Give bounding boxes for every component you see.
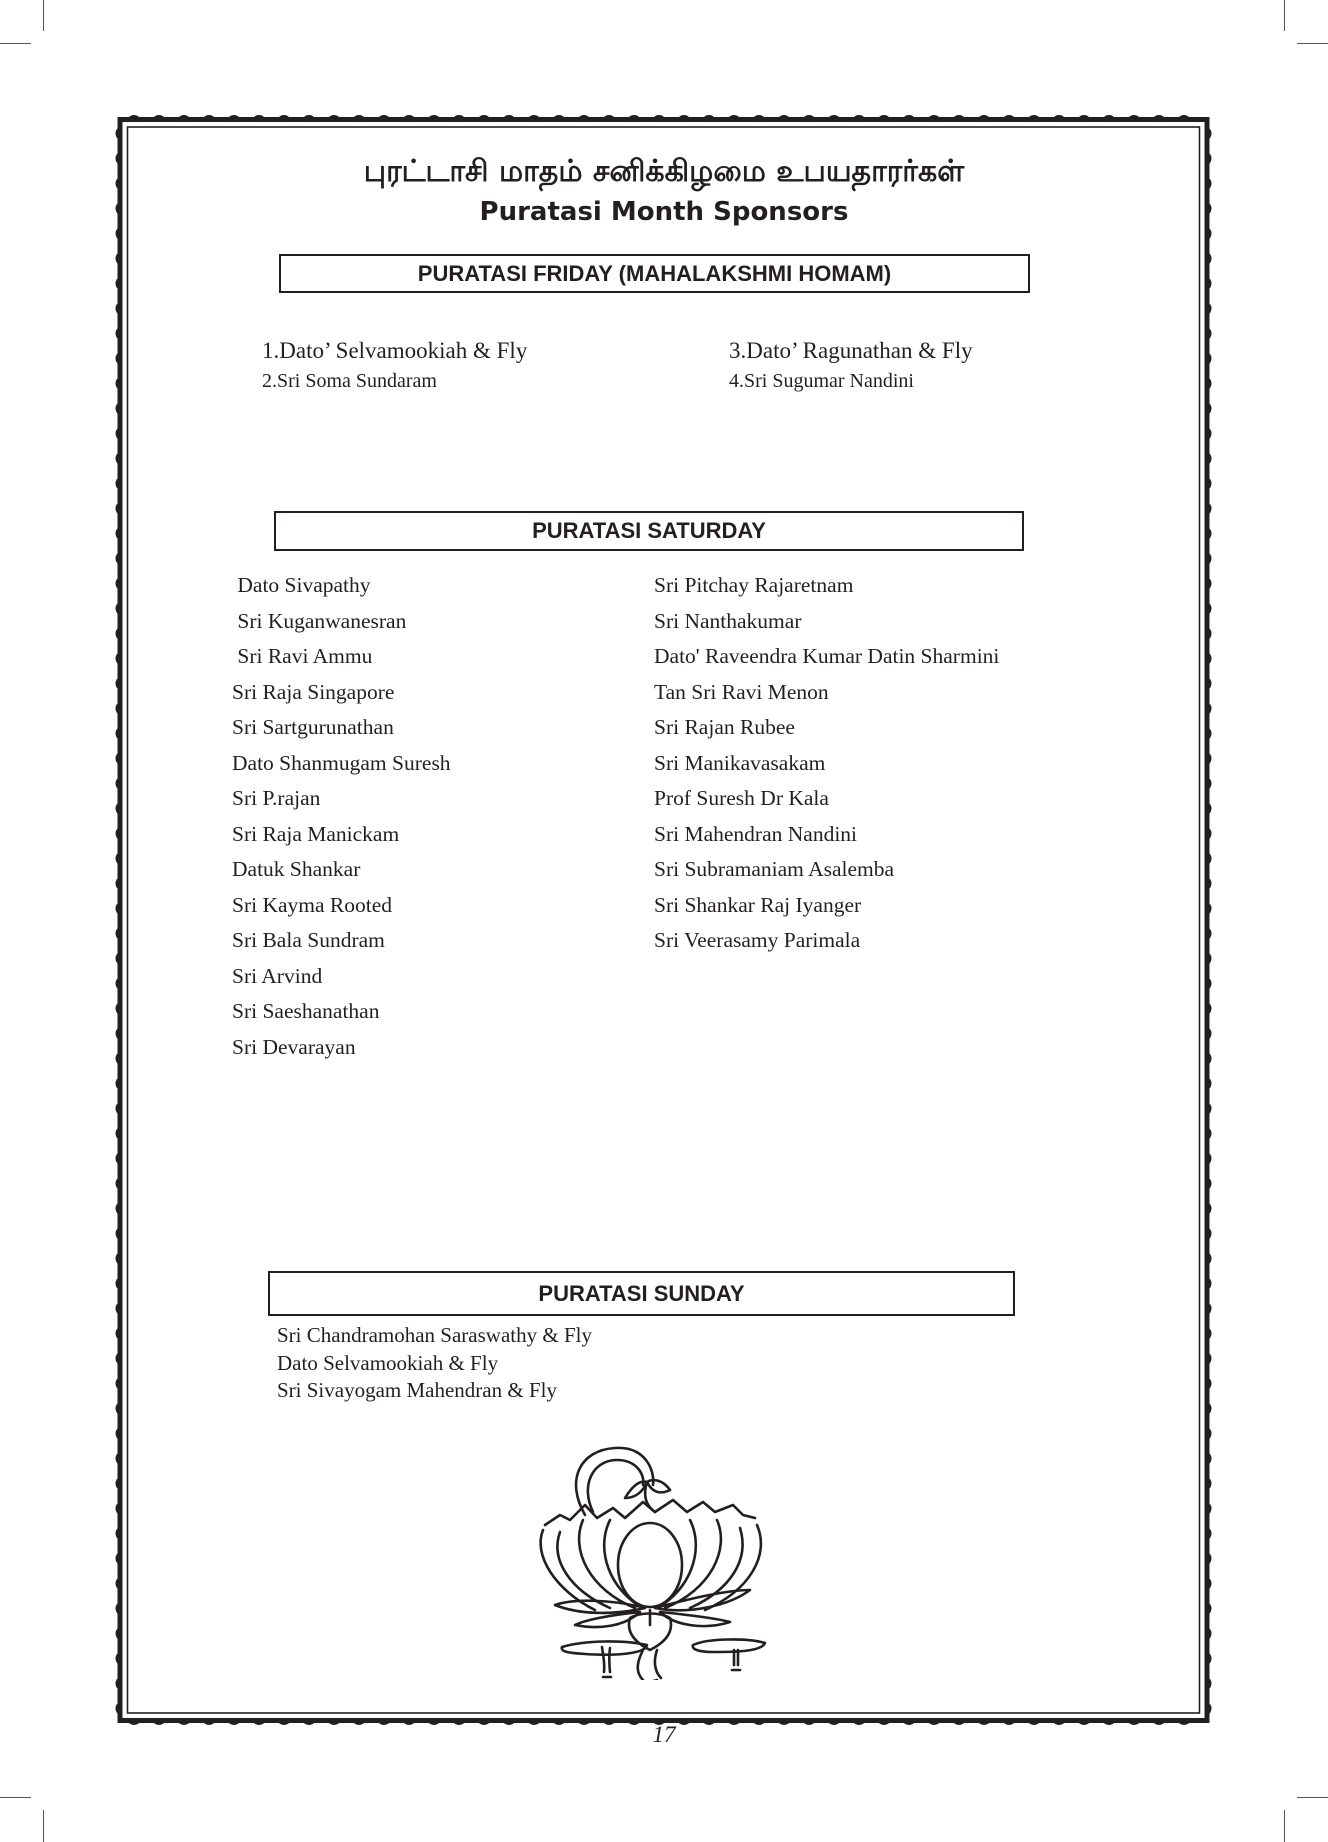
page-number: 17 — [652, 1722, 676, 1747]
page-title-tamil: புரட்டாசி மாதம் சனிக்கிழமை உபயதாரர்கள் — [363, 154, 965, 189]
list-item: Tan Sri Ravi Menon — [654, 679, 829, 704]
section-heading-sunday — [268, 1271, 1015, 1316]
list-item: Dato Shanmugam Suresh — [232, 750, 451, 775]
list-item: Sri Raja Manickam — [232, 821, 400, 846]
list-item: Sri Chandramohan Saraswathy & Fly — [277, 1323, 592, 1347]
list-item: Datuk Shankar — [232, 857, 361, 881]
section-heading-friday — [279, 254, 1030, 293]
list-item: Sri Veerasamy Parimala — [654, 928, 861, 952]
list-item: Sri P.rajan — [232, 786, 321, 810]
list-item: 2.Sri Soma Sundaram — [262, 370, 437, 392]
lotus-icon — [525, 1440, 775, 1680]
list-item: 3.Dato’ Ragunathan & Fly — [729, 338, 973, 363]
list-item: Sri Kuganwanesran — [232, 608, 407, 633]
list-item: 4.Sri Sugumar Nandini — [729, 370, 914, 392]
list-item: Sri Nanthakumar — [654, 608, 802, 633]
saturday-list-right — [654, 568, 999, 959]
list-item: Sri Bala Sundram — [232, 928, 385, 952]
list-item: Dato Selvamookiah & Fly — [277, 1350, 499, 1375]
list-item: Dato' Raveendra Kumar Datin Sharmini — [654, 644, 1000, 668]
section-heading-sunday-label: PURATASI SUNDAY — [538, 1281, 745, 1306]
saturday-list-left — [232, 568, 451, 1065]
list-item: Sri Raja Singapore — [232, 679, 395, 704]
list-item: Sri Arvind — [232, 963, 323, 988]
list-item: Sri Manikavasakam — [654, 750, 826, 775]
list-item: Sri Kayma Rooted — [232, 892, 393, 917]
list-item: Sri Saeshanathan — [232, 999, 380, 1023]
list-item: Sri Pitchay Rajaretnam — [654, 573, 854, 597]
list-item: Dato Sivapathy — [232, 573, 371, 597]
list-item: Sri Ravi Ammu — [232, 644, 373, 668]
section-heading-saturday-label: PURATASI SATURDAY — [532, 518, 766, 543]
section-heading-saturday — [274, 511, 1024, 551]
list-item: Sri Devarayan — [232, 1034, 356, 1059]
sunday-list — [277, 1322, 592, 1405]
section-heading-friday-label: PURATASI FRIDAY (MAHALAKSHMI HOMAM) — [417, 261, 892, 286]
list-item: Sri Shankar Raj Iyanger — [654, 892, 862, 917]
list-item: Prof Suresh Dr Kala — [654, 786, 829, 810]
list-item: Sri Subramaniam Asalemba — [654, 857, 895, 881]
list-item: Sri Sivayogam Mahendran & Fly — [277, 1378, 557, 1402]
list-item: 1.Dato’ Selvamookiah & Fly — [262, 338, 528, 363]
page-title: Puratasi Month Sponsors — [479, 197, 849, 227]
list-item: Sri Mahendran Nandini — [654, 821, 858, 846]
friday-list-left — [262, 335, 527, 395]
list-item: Sri Sartgurunathan — [232, 715, 394, 739]
list-item: Sri Rajan Rubee — [654, 715, 795, 739]
friday-list-right — [729, 335, 973, 395]
